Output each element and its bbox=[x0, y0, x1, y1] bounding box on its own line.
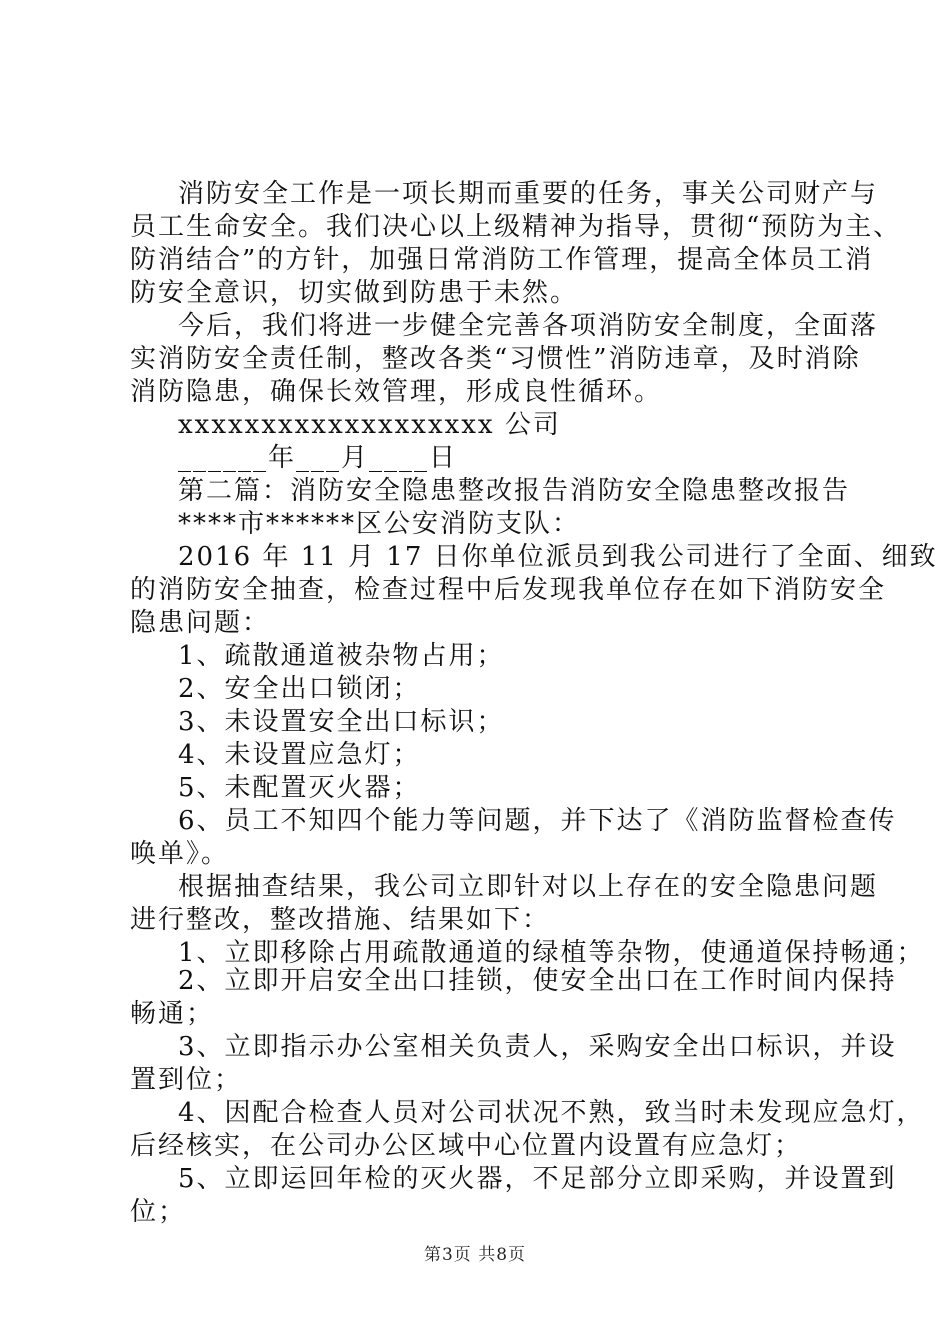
list-item-continuation: 后经核实，在公司办公区域中心位置内设置有应急灯； bbox=[130, 1131, 803, 1161]
list-item: 5、立即运回年检的灭火器，不足部分立即采购，并设置到 bbox=[178, 1164, 897, 1194]
list-item: 2、安全出口锁闭； bbox=[178, 674, 421, 704]
list-item: 3、立即指示办公室相关负责人，采购安全出口标识，并设 bbox=[178, 1032, 897, 1062]
list-item: 6、员工不知四个能力等问题，并下达了《消防监督检查传 bbox=[178, 806, 897, 836]
list-item-continuation: 置到位； bbox=[130, 1065, 243, 1095]
paragraph-line: 实消防安全责任制，整改各类“习惯性”消防违章，及时消除 bbox=[130, 344, 861, 374]
paragraph-line: 员工生命安全。我们决心以上级精神为指导，贯彻“预防为主、 bbox=[130, 212, 902, 242]
list-item: 4、未设置应急灯； bbox=[178, 740, 421, 770]
paragraph-line: 消防隐患，确保长效管理，形成良性循环。 bbox=[130, 377, 663, 407]
list-item: 3、未设置安全出口标识； bbox=[178, 707, 505, 737]
paragraph-line: 进行整改，整改措施、结果如下： bbox=[130, 905, 551, 935]
list-item: 5、未配置灭火器； bbox=[178, 773, 421, 803]
paragraph-line: 的消防安全抽查，检查过程中后发现我单位存在如下消防安全 bbox=[130, 575, 887, 605]
list-item: 2、立即开启安全出口挂锁，使安全出口在工作时间内保持 bbox=[178, 966, 897, 996]
list-item-continuation: 畅通； bbox=[130, 999, 215, 1029]
list-item: 1、立即移除占用疏散通道的绿植等杂物，使通道保持畅通； bbox=[178, 938, 925, 968]
section-title: 第二篇：消防安全隐患整改报告消防安全隐患整改报告 bbox=[178, 476, 851, 506]
paragraph-line: 防消结合”的方针，加强日常消防工作管理，提高全体员工消 bbox=[130, 245, 874, 275]
list-item: 1、疏散通道被杂物占用； bbox=[178, 641, 505, 671]
paragraph-line: 今后，我们将进一步健全完善各项消防安全制度，全面落 bbox=[178, 311, 879, 341]
company-signature: xxxxxxxxxxxxxxxxxxx 公司 bbox=[178, 410, 561, 440]
date-line: ______年___月____日 bbox=[178, 443, 458, 473]
paragraph-line: 防安全意识，切实做到防患于未然。 bbox=[130, 278, 579, 308]
addressee: ****市******区公安消防支队： bbox=[178, 509, 581, 539]
paragraph-line: 消防安全工作是一项长期而重要的任务，事关公司财产与 bbox=[178, 179, 879, 209]
paragraph-line: 隐患问题： bbox=[130, 608, 271, 638]
list-item-continuation: 位； bbox=[130, 1197, 187, 1227]
page-number-footer: 第3页 共8页 bbox=[423, 1245, 527, 1265]
list-item: 4、因配合检查人员对公司状况不熟，致当时未发现应急灯， bbox=[178, 1098, 925, 1128]
paragraph-line: 2016 年 11 月 17 日你单位派员到我公司进行了全面、细致 bbox=[178, 542, 938, 572]
list-item-continuation: 唤单》。 bbox=[130, 839, 230, 869]
paragraph-line: 根据抽查结果，我公司立即针对以上存在的安全隐患问题 bbox=[178, 872, 879, 902]
